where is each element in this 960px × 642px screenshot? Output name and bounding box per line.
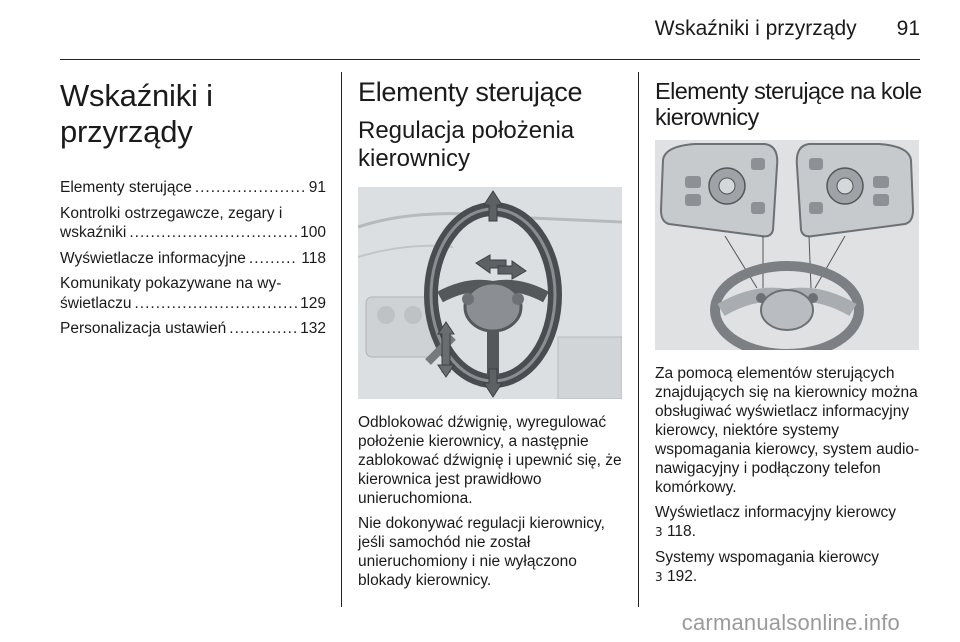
- subsection-title-line: Regulacja położenia: [358, 117, 575, 144]
- toc-leader-dots: [229, 319, 297, 339]
- toc-entry-label: Personalizacja ustawień: [60, 320, 227, 337]
- toc-column: [60, 70, 326, 345]
- toc-entry-page: 132: [300, 320, 326, 337]
- toc-entry-label: wskaźniki: [60, 224, 127, 241]
- toc-entry[interactable]: [60, 204, 326, 243]
- section-title-line: kierownicy: [655, 104, 759, 130]
- header-rule: [60, 59, 920, 60]
- subsection-title: [358, 117, 622, 173]
- toc-leader-dots: [249, 249, 298, 269]
- reference-arrow-icon: 3: [655, 525, 663, 539]
- steering-wheel-controls-illustration: [655, 140, 919, 350]
- cross-reference[interactable]: [655, 503, 923, 542]
- toc-entry[interactable]: [60, 274, 326, 313]
- section-title-line: Elementy sterujące na kole: [655, 78, 922, 104]
- toc-entry-page: 118: [301, 249, 326, 267]
- toc-leader-dots: [195, 178, 306, 198]
- section-title: [655, 78, 923, 130]
- toc-leader-dots: [129, 223, 297, 243]
- toc-entry[interactable]: [60, 319, 326, 339]
- toc-entry[interactable]: [60, 249, 326, 269]
- running-header: [60, 17, 920, 41]
- column-divider: [341, 72, 342, 607]
- toc-entry-label: Komunikaty pokazywane na wy-: [60, 275, 282, 292]
- paragraph: Nie dokonywać regulacji kierownicy, jeśli samochód nie został unieruchomiony i nie wyłączono blokady kierownicy.: [358, 515, 605, 589]
- cross-reference-page: 192.: [666, 568, 698, 585]
- steering-wheel-illustration: [358, 187, 622, 399]
- reference-arrow-icon: 3: [655, 570, 663, 584]
- toc-entry-label: Wyświetlacze informacyjne: [60, 249, 246, 267]
- cross-reference-text: Wyświetlacz informacyjny kierowcy: [655, 504, 897, 521]
- section-title: Elementy sterujące: [358, 77, 583, 107]
- steering-adjustment-column: [358, 70, 622, 596]
- steering-wheel-adjustment-illustration: [358, 187, 622, 399]
- toc-entry-label: Kontrolki ostrzegawcze, zegary i: [60, 204, 283, 222]
- steering-controls-column: [655, 70, 923, 593]
- column-divider: [638, 72, 639, 607]
- page-number: 91: [896, 17, 920, 40]
- toc-entry[interactable]: [60, 178, 326, 198]
- cross-reference-page: 118.: [666, 523, 696, 540]
- header-title: Wskaźniki i przyrządy: [654, 17, 857, 40]
- paragraph: Za pomocą elementów sterujących znajdujących się na kierownicy można obsługiwać wyświetlacz informacyjny kierowcy, niektóre systemy wspomagania kierowcy, system audio-nawigacyjny i podłączony telefon komórkowy.: [655, 365, 920, 496]
- left-control-pad-illustration: [661, 144, 777, 236]
- table-of-contents: [60, 178, 326, 339]
- toc-entry-label: Elementy sterujące: [60, 179, 192, 196]
- toc-entry-page: 91: [308, 179, 326, 196]
- steering-wheel-controls-diagram: [655, 140, 919, 350]
- paragraph: Odblokować dźwignię, wyregulować położenie kierownicy, a następnie zablokować dźwignię i upewnić się, że kierownica jest prawidłowo unieruchomiona.: [358, 414, 622, 507]
- right-control-pad-illustration: [797, 144, 913, 236]
- chapter-title: Wskaźniki i przyrządy: [60, 78, 213, 149]
- toc-leader-dots: [135, 294, 298, 314]
- cross-reference[interactable]: [655, 548, 923, 587]
- watermark: carmanualsonline.info: [681, 610, 900, 635]
- toc-entry-label: świetlaczu: [60, 294, 132, 312]
- toc-entry-page: 129: [300, 294, 326, 312]
- cross-reference-text: Systemy wspomagania kierowcy: [655, 549, 879, 566]
- subsection-title-line: kierownicy: [358, 145, 471, 172]
- toc-entry-page: 100: [300, 224, 326, 241]
